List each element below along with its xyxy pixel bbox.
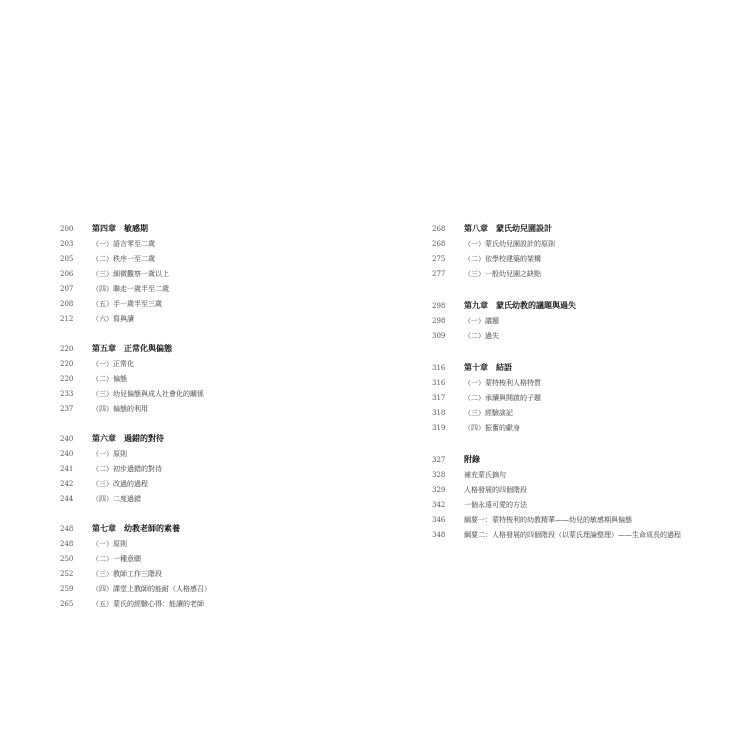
page-number: 309: [432, 332, 446, 340]
entry-title: （一）原則: [92, 450, 127, 458]
page-number: 200: [60, 225, 74, 233]
page-number: 268: [432, 225, 446, 233]
chapter-title: 第六章 過錯的對待: [92, 433, 164, 443]
entry-title: （四）聯走一歲半至二歲: [92, 285, 169, 293]
toc-chapter: [60, 340, 400, 417]
entry-title: （三）幼兒偏態與成人社會化的關係: [92, 390, 204, 398]
chapter-spacer: [432, 344, 732, 359]
chapter-heading: [432, 451, 732, 468]
toc-chapter: [60, 520, 400, 612]
page-number: 205: [60, 255, 74, 263]
chapter-heading: [60, 340, 400, 357]
page-number: 348: [432, 531, 446, 539]
chapter-title: 附錄: [464, 454, 480, 464]
entry-title: 人格發展的四個階段: [464, 486, 527, 494]
toc-entry: [432, 528, 732, 543]
entry-title: （三）教師工作三階段: [92, 570, 162, 578]
chapter-spacer: [60, 417, 400, 430]
page-number: 329: [432, 486, 446, 494]
toc-entry: [60, 402, 400, 417]
toc-chapter: [432, 297, 732, 344]
chapter-heading: [60, 520, 400, 537]
page-number: 328: [432, 471, 446, 479]
toc-chapter: [432, 451, 732, 543]
page-number: 241: [60, 465, 74, 473]
page-number: 237: [60, 405, 74, 413]
toc-entry: [60, 267, 400, 282]
chapter-spacer: [432, 436, 732, 451]
toc-chapter: [432, 359, 732, 436]
chapter-heading: [432, 359, 732, 376]
entry-title: 綱要一：蒙特梭利的幼教精華——幼兒的敏感期與偏態: [464, 516, 632, 524]
toc-entry: [432, 483, 732, 498]
toc-entry: [432, 498, 732, 513]
toc-entry: [432, 391, 732, 406]
page-number: 242: [60, 480, 74, 488]
chapter-title: 第九章 蒙氏幼教的議題與過失: [464, 300, 576, 310]
chapter-title: 第七章 幼教老師的素養: [92, 523, 180, 533]
entry-title: （二）依學校建築的架構: [464, 255, 541, 263]
entry-title: （三）改過的過程: [92, 480, 148, 488]
toc-entry: [432, 421, 732, 436]
page-number: 250: [60, 555, 74, 563]
chapter-heading: [60, 430, 400, 447]
page-number: 220: [60, 360, 74, 368]
page-number: 207: [60, 285, 74, 293]
page-number: 240: [60, 450, 74, 458]
page-number: 244: [60, 495, 74, 503]
toc-entry: [60, 492, 400, 507]
toc-entry: [60, 462, 400, 477]
toc-chapter: [60, 430, 400, 507]
chapter-spacer: [432, 282, 732, 297]
page-number: 318: [432, 409, 446, 417]
toc-entry: [60, 297, 400, 312]
toc-entry: [60, 567, 400, 582]
toc-entry: [60, 357, 400, 372]
toc-entry: [60, 537, 400, 552]
page-number: 220: [60, 345, 74, 353]
page-number: 319: [432, 424, 446, 432]
page-number: 268: [432, 240, 446, 248]
page-number: 259: [60, 585, 74, 593]
entry-title: （一）蒙氏幼兒園設計的原則: [464, 240, 555, 248]
entry-title: （四）二度過錯: [92, 495, 141, 503]
toc-entry: [432, 267, 732, 282]
toc-entry: [60, 447, 400, 462]
page-number: 265: [60, 600, 74, 608]
entry-title: （四）偏態的利用: [92, 405, 148, 413]
chapter-spacer: [60, 507, 400, 520]
entry-title: （四）振奮的獻身: [464, 424, 520, 432]
toc-chapter: [432, 220, 732, 282]
toc-entry: [432, 314, 732, 329]
entry-title: （四）課堂上教師的能耐（人格感召）: [92, 585, 211, 593]
toc-entry: [432, 252, 732, 267]
entry-title: （二）承續與開啟的子題: [464, 394, 541, 402]
page-number: 220: [60, 375, 74, 383]
entry-title: （二）秩序一至二歲: [92, 255, 155, 263]
entry-title: （五）蒙氏的經驗心得：能讓的老師: [92, 600, 204, 608]
chapter-heading: [60, 220, 400, 237]
entry-title: （一）議題: [464, 317, 499, 325]
toc-entry: [60, 597, 400, 612]
toc-entry: [432, 376, 732, 391]
page-number: 208: [60, 300, 74, 308]
page-number: 212: [60, 315, 74, 323]
entry-title: （一）原則: [92, 540, 127, 548]
toc-entry: [60, 387, 400, 402]
page-number: 317: [432, 394, 446, 402]
toc-entry: [432, 468, 732, 483]
entry-title: （二）過失: [464, 332, 499, 340]
toc-entry: [60, 252, 400, 267]
entry-title: （三）經驗談記: [464, 409, 513, 417]
toc-entry: [60, 237, 400, 252]
page-number: 206: [60, 270, 74, 278]
page-number: 203: [60, 240, 74, 248]
chapter-title: 第十章 結語: [464, 362, 512, 372]
toc-entry: [60, 582, 400, 597]
entry-title: （三）細微觀察一歲以上: [92, 270, 169, 278]
page-number: 275: [432, 255, 446, 263]
chapter-title: 第五章 正常化與偏態: [92, 343, 172, 353]
toc-chapter: [60, 220, 400, 327]
page-number: 346: [432, 516, 446, 524]
entry-title: （六）寫與讀: [92, 315, 134, 323]
entry-title: （五）手一歲半至三歲: [92, 300, 162, 308]
chapter-title: 第四章 敏感期: [92, 223, 148, 233]
entry-title: 綱要二：人格發展的四個階段（以蒙氏理論整理）——生命成長的過程: [464, 531, 681, 539]
chapter-heading: [432, 220, 732, 237]
toc-entry: [432, 237, 732, 252]
entry-title: 補充蒙氏摘句: [464, 471, 506, 479]
toc-entry: [60, 372, 400, 387]
chapter-heading: [432, 297, 732, 314]
page-number: 316: [432, 364, 446, 372]
page-number: 327: [432, 456, 446, 464]
toc-left-column: [60, 220, 400, 612]
toc-entry: [432, 513, 732, 528]
page-number: 240: [60, 435, 74, 443]
page-number: 252: [60, 570, 74, 578]
page-number: 248: [60, 540, 74, 548]
toc-entry: [60, 282, 400, 297]
page-number: 248: [60, 525, 74, 533]
page-number: 342: [432, 501, 446, 509]
toc-right-column: [432, 220, 732, 543]
entry-title: （三）一般幼兒園之缺點: [464, 270, 541, 278]
entry-title: （一）語言零至二歲: [92, 240, 155, 248]
toc-entry: [60, 477, 400, 492]
page-number: 277: [432, 270, 446, 278]
toc-entry: [60, 312, 400, 327]
entry-title: 一個永遠可愛的方法: [464, 501, 527, 509]
entry-title: （一）蒙特梭利人格特質: [464, 379, 541, 387]
chapter-title: 第八章 蒙氏幼兒園設計: [464, 223, 552, 233]
entry-title: （二）初步過錯的對待: [92, 465, 162, 473]
entry-title: （二）偏態: [92, 375, 127, 383]
entry-title: （一）正常化: [92, 360, 134, 368]
toc-entry: [60, 552, 400, 567]
page-number: 298: [432, 302, 446, 310]
toc-entry: [432, 406, 732, 421]
page-number: 233: [60, 390, 74, 398]
chapter-spacer: [60, 327, 400, 340]
page-number: 298: [432, 317, 446, 325]
entry-title: （二）一種意願: [92, 555, 141, 563]
page-number: 316: [432, 379, 446, 387]
toc-entry: [432, 329, 732, 344]
